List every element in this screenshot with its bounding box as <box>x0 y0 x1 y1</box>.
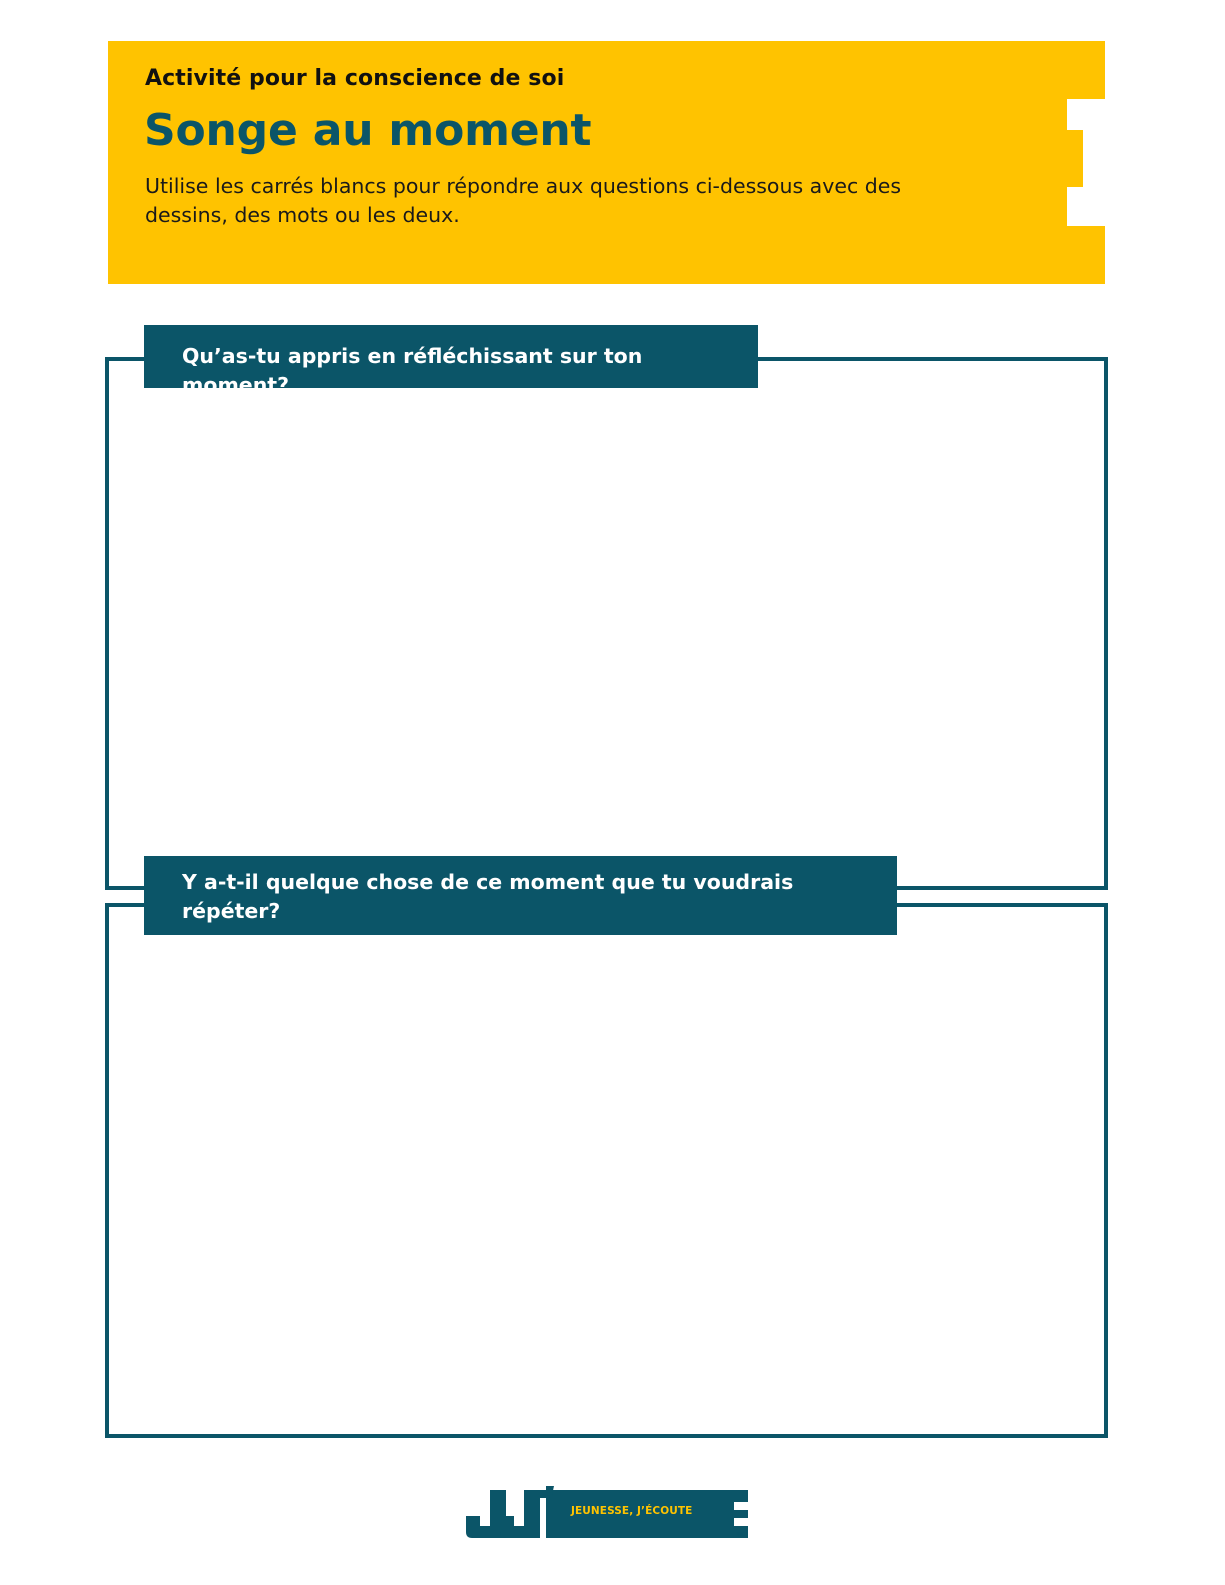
instructions-text: Utilise les carrés blancs pour répondre aux questions ci-dessous avec des dessins, des mots ou les deux. <box>145 174 902 227</box>
question-label-1: Qu’as-tu appris en réfléchissant sur ton moment? <box>144 325 758 388</box>
answer-box-1[interactable] <box>105 357 1108 890</box>
activity-kicker: Activité pour la conscience de soi <box>145 66 565 91</box>
logo-trademark: MC <box>736 1532 745 1538</box>
logo-wordmark: JEUNESSE, J’ÉCOUTE <box>571 1505 693 1517</box>
answer-box-2[interactable] <box>105 903 1108 1438</box>
page-title: Songe au moment <box>144 105 592 156</box>
question-label-2: Y a-t-il quelque chose de ce moment que tu voudrais répéter? <box>144 856 897 935</box>
header-notch-decoration <box>1067 99 1105 226</box>
